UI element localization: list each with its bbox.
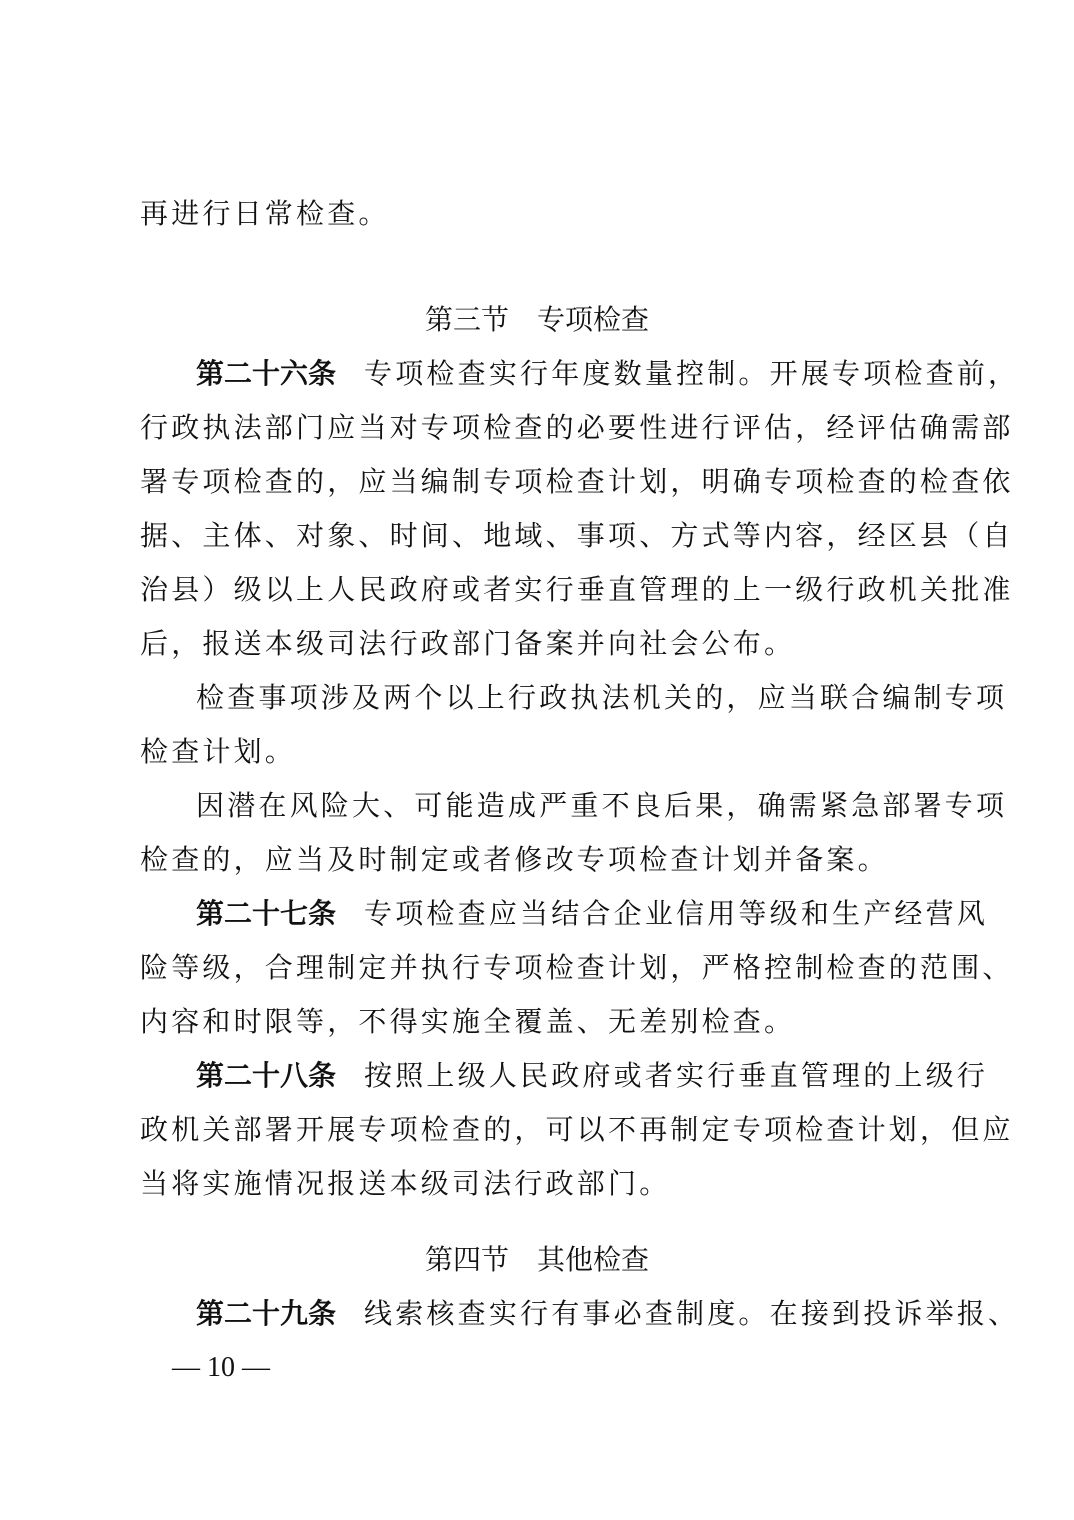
section-heading bbox=[0, 296, 1074, 344]
article-text: 线索核查实行有事必查制度。在接到投诉举报、 bbox=[364, 1297, 1020, 1330]
line-text: 因潜在风险大、可能造成严重不良后果，确需紧急部署专项 bbox=[196, 789, 1008, 822]
line-text bbox=[196, 350, 1020, 398]
text-line bbox=[0, 566, 1074, 614]
line-text bbox=[196, 1052, 989, 1100]
section-title: 其他检查 bbox=[537, 1243, 650, 1276]
line-text: 治县）级以上人民政府或者实行垂直管理的上一级行政机关批准 bbox=[140, 573, 1014, 606]
article-number: 第二十七条 bbox=[196, 897, 337, 930]
line-text: 政机关部署开展专项检查的，可以不再制定专项检查计划，但应 bbox=[140, 1113, 1014, 1146]
article-text: 按照上级人民政府或者实行垂直管理的上级行 bbox=[364, 1059, 989, 1092]
text-line bbox=[0, 1160, 1074, 1208]
line-text: 行政执法部门应当对专项检查的必要性进行评估，经评估确需部 bbox=[140, 411, 1014, 444]
line-text: 再进行日常检查。 bbox=[140, 197, 390, 230]
article-line bbox=[0, 1052, 1074, 1100]
line-text: 署专项检查的，应当编制专项检查计划，明确专项检查的检查依 bbox=[140, 465, 1014, 498]
article-number: 第二十八条 bbox=[196, 1059, 337, 1092]
line-text: 检查事项涉及两个以上行政执法机关的，应当联合编制专项 bbox=[196, 681, 1008, 714]
page-number: — 10 — bbox=[172, 1352, 270, 1383]
line-text: 检查计划。 bbox=[140, 735, 297, 768]
text-line bbox=[0, 190, 1074, 238]
article-number: 第二十六条 bbox=[196, 357, 337, 390]
section-number: 第三节 bbox=[424, 303, 509, 336]
section-heading bbox=[0, 1236, 1074, 1284]
text-line bbox=[0, 404, 1074, 452]
text-line bbox=[0, 1106, 1074, 1154]
line-text bbox=[196, 1290, 1020, 1338]
line-text: 据、主体、对象、时间、地域、事项、方式等内容，经区县（自 bbox=[140, 519, 1014, 552]
text-line bbox=[0, 674, 1074, 722]
text-line bbox=[0, 944, 1074, 992]
line-text: 险等级，合理制定并执行专项检查计划，严格控制检查的范围、 bbox=[140, 951, 1014, 984]
text-line bbox=[0, 458, 1074, 506]
line-text: 当将实施情况报送本级司法行政部门。 bbox=[140, 1167, 671, 1200]
section-number: 第四节 bbox=[424, 1243, 509, 1276]
text-line bbox=[0, 836, 1074, 884]
article-line bbox=[0, 1290, 1074, 1338]
line-text: 后，报送本级司法行政部门备案并向社会公布。 bbox=[140, 627, 796, 660]
text-line bbox=[0, 620, 1074, 668]
article-line bbox=[0, 890, 1074, 938]
article-text: 专项检查应当结合企业信用等级和生产经营风 bbox=[364, 897, 989, 930]
line-text: 检查的，应当及时制定或者修改专项检查计划并备案。 bbox=[140, 843, 889, 876]
article-line bbox=[0, 350, 1074, 398]
article-number: 第二十九条 bbox=[196, 1297, 337, 1330]
line-text: 内容和时限等，不得实施全覆盖、无差别检查。 bbox=[140, 1005, 796, 1038]
text-line bbox=[0, 512, 1074, 560]
section-title: 专项检查 bbox=[537, 303, 650, 336]
article-text: 专项检查实行年度数量控制。开展专项检查前， bbox=[364, 357, 1020, 390]
line-text bbox=[196, 890, 989, 938]
text-line bbox=[0, 782, 1074, 830]
text-line bbox=[0, 728, 1074, 776]
text-line bbox=[0, 998, 1074, 1046]
